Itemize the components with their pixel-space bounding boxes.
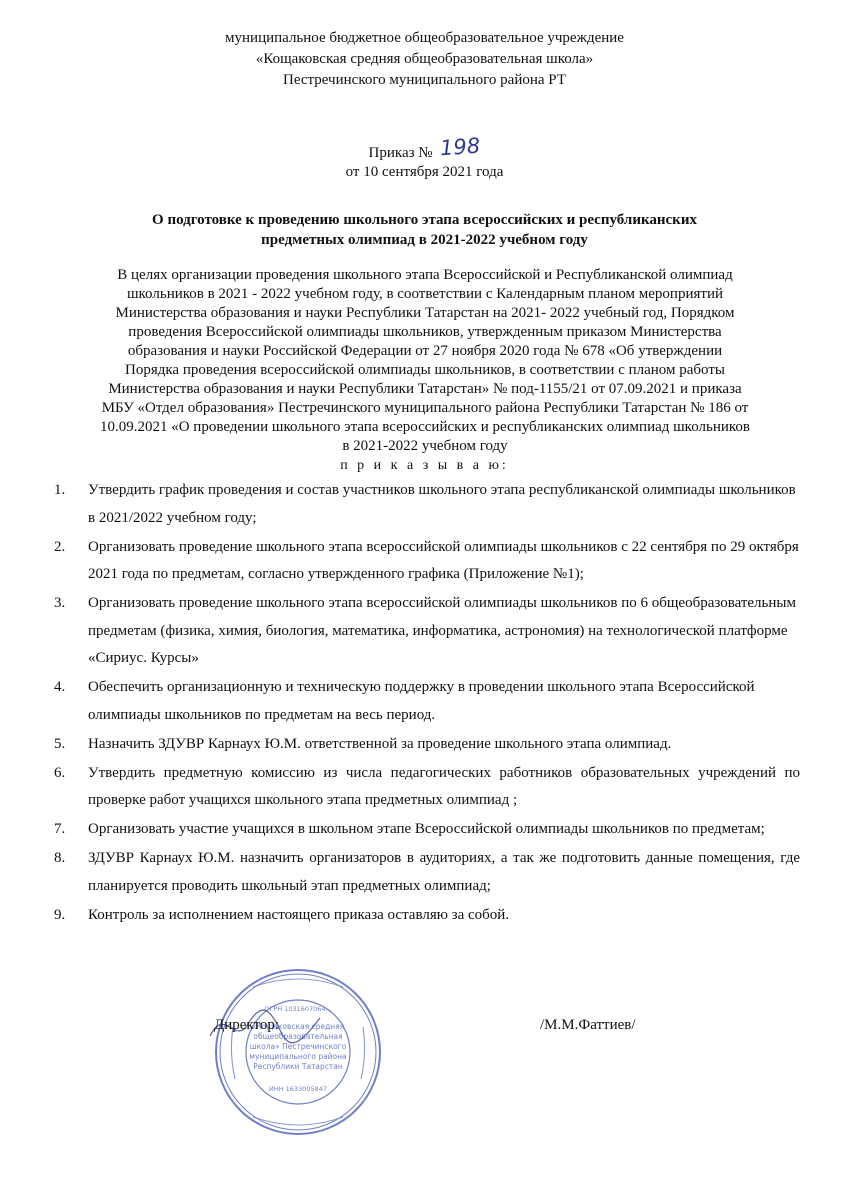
preamble-line: образования и науки Российской Федерации от 27 ноября 2020 года № 678 «Об утверждении [127,343,723,359]
stamp-text-line: общеобразовательная [253,1032,343,1041]
prikazyvayu-heading: п р и к а з ы в а ю: [340,458,509,473]
header-line-2: «Кощаковская средняя общеобразовательная школа» [255,51,594,67]
item-text: ЗДУВР Карнаух Ю.М. назначить организаторов в аудиториях, а так же подготовить данные помещения, где планируется проводить школьный этап предметных олимпиад; [88,850,800,894]
order-number-handwritten: 198 [439,133,482,161]
stamp-text-line: «Кощаковская средняя [251,1022,345,1031]
stamp-text-line: муниципального района [249,1052,347,1061]
preamble-line: МБУ «Отдел образования» Пестречинского муниципального района Республики Татарстан № 186 от [101,400,749,416]
item-text: Назначить ЗДУВР Карнаух Ю.М. ответственной за проведение школьного этапа олимпиад. [88,735,672,752]
item-number: 3. [54,595,66,611]
order-date: от 10 сентября 2021 года [345,164,504,180]
order-item [52,902,800,930]
order-title [40,210,809,250]
title-line-2: предметных олимпиад в 2021-2022 учебном году [261,232,588,248]
item-text: Организовать проведение школьного этапа всероссийской олимпиады школьников по 6 общеобразовательным предметам (физика, химия, биология, математика, информатика, астрономия) на технологической платформе «Сириус. Курсы» [88,595,796,666]
header-line-1: муниципальное бюджетное общеобразовательное учреждение [225,30,624,46]
order-item [52,845,800,900]
order-item [52,816,800,844]
item-number: 1. [54,482,66,498]
order-label: Приказ № [368,145,433,161]
preamble-line: проведения Всероссийской олимпиады школьников, утвержденным приказом Министерства [128,324,722,340]
title-line-1: О подготовке к проведению школьного этапа всероссийских и республиканских [152,212,697,228]
order-item [52,477,800,532]
preamble-line: Министерства образования и науки Республики Татарстан» № под-1155/21 от 07.09.2021 и приказа [108,381,742,397]
order-items-list [52,477,800,931]
preamble-line: 10.09.2021 «О проведении школьного этапа всероссийских и республиканских олимпиад школьников [99,419,751,435]
institution-header [0,28,849,91]
preamble-line: Порядка проведения всероссийской олимпиады школьников, в соответствии с планом работы [125,362,725,378]
preamble-line: В целях организации проведения школьного этапа Всероссийской и Республиканской олимпиад [117,267,733,283]
item-number: 4. [54,679,66,695]
order-item [52,731,800,759]
preamble-line: Министерства образования и науки Республики Татарстан на 2021- 2022 учебный год, Порядком [115,305,735,321]
header-line-3: Пестречинского муниципального района РТ [283,72,566,88]
order-item [52,590,800,673]
director-name: /М.М.Фаттиев/ [540,1017,636,1033]
stamp-ogrn: ОГРН 1031607064... [264,1005,332,1013]
item-number: 2. [54,538,66,555]
stamp-inn: ИНН 1633005847 [268,1085,328,1093]
order-number-line [0,133,849,162]
director-label: Директор: [214,1017,280,1033]
item-text: Обеспечить организационную и техническую поддержку в проведении школьного этапа Всероссийской олимпиады школьников по предметам на весь период. [88,679,755,723]
order-item [52,534,800,589]
item-text: Утвердить график проведения и состав участников школьного этапа республиканской олимпиады школьников в 2021/2022 учебном году; [88,482,796,526]
item-number: 8. [54,850,66,866]
preamble [40,266,810,456]
order-item [52,674,800,729]
item-text: Организовать проведение школьного этапа всероссийской олимпиады школьников с 22 сентября по 29 октября 2021 года по предметам, согласно утвержденного графика (Приложение №1); [88,538,799,582]
stamp-text-line: школа» Пестречинского [249,1042,347,1051]
preamble-line: в 2021-2022 учебном году [342,438,508,454]
item-text: Контроль за исполнением настоящего приказа оставляю за собой. [88,906,510,923]
item-number: 7. [54,821,66,837]
order-item [52,760,800,815]
stamp-text-line: Республики Татарстан [253,1062,343,1071]
item-number: 6. [54,764,66,781]
item-text: Утвердить предметную комиссию из числа педагогических работников образовательных учреждений по проверке работ учащихся школьного этапа предметных олимпиад ; [88,764,800,808]
item-number: 5. [54,735,66,752]
item-number: 9. [54,906,66,923]
item-text: Организовать участие учащихся в школьном этапе Всероссийской олимпиады школьников по предметам; [88,821,765,837]
preamble-line: школьников в 2021 - 2022 учебном году, в соответствии с Календарным планом мероприятий [126,286,723,302]
